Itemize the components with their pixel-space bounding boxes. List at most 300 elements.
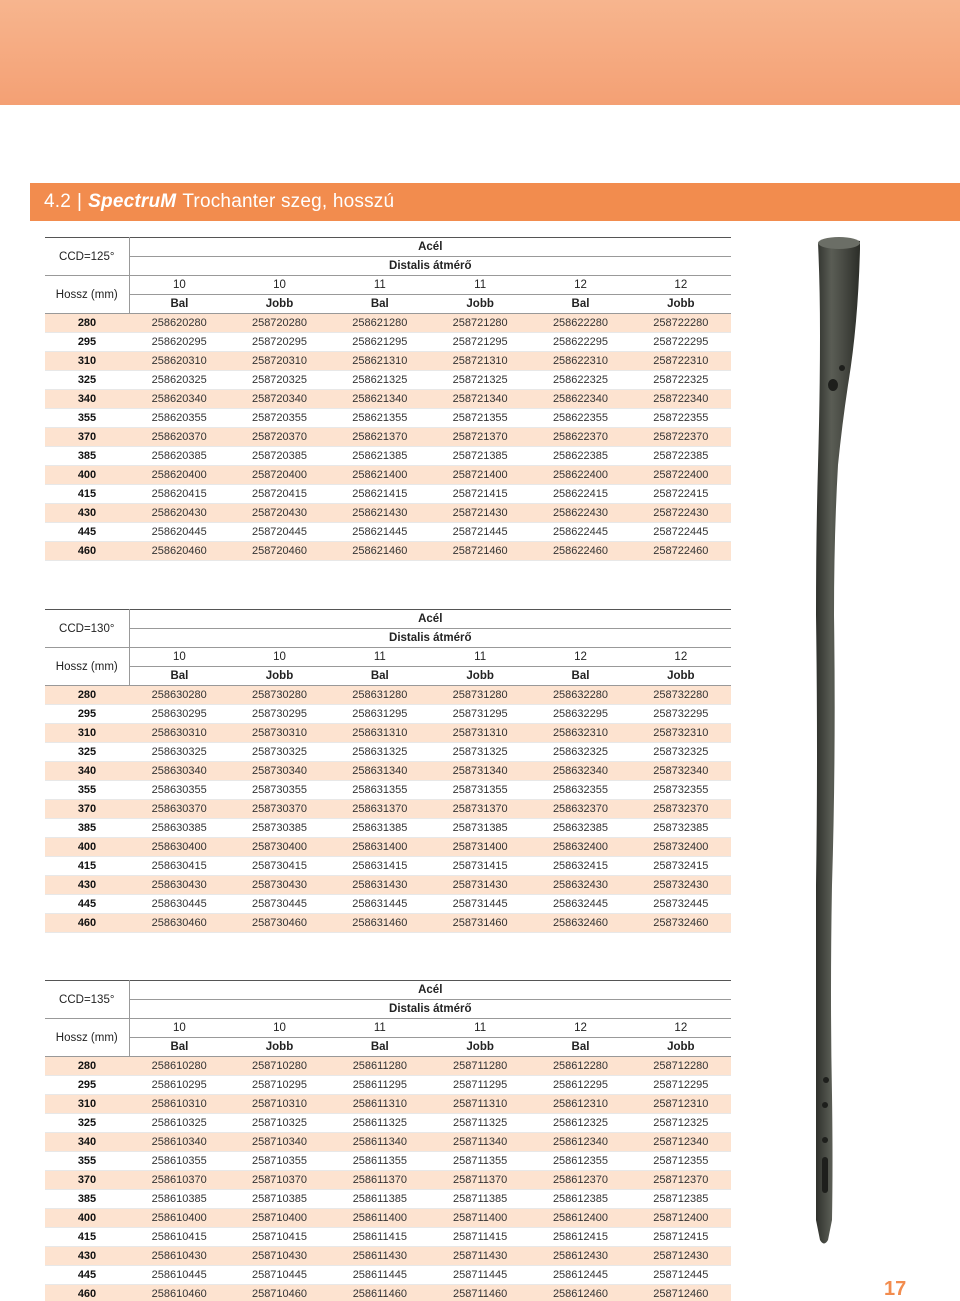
table-row: [45, 876, 731, 895]
table-row: [45, 485, 731, 504]
table-row: [45, 1285, 731, 1301]
product-code-cell: 258611355: [330, 1152, 430, 1171]
product-code-cell: 258712400: [631, 1209, 731, 1228]
product-code-cell: 258632295: [530, 705, 630, 724]
product-code-cell: 258710430: [229, 1247, 329, 1266]
product-code-cell: 258630340: [129, 762, 229, 781]
product-code-cell: 258622460: [530, 542, 630, 561]
diameter-header: 10: [129, 648, 229, 667]
ccd-angle-label: CCD=135°: [45, 981, 129, 1019]
length-cell: 355: [45, 1152, 129, 1171]
product-code-cell: 258632430: [530, 876, 630, 895]
length-cell: 400: [45, 838, 129, 857]
product-code-cell: 258722280: [631, 314, 731, 333]
product-code-table: [45, 609, 731, 933]
product-code-cell: 258720430: [229, 504, 329, 523]
product-code-cell: 258630445: [129, 895, 229, 914]
product-code-cell: 258610430: [129, 1247, 229, 1266]
table-row: [45, 857, 731, 876]
product-code-cell: 258631310: [330, 724, 430, 743]
table-row: [45, 838, 731, 857]
diameter-header: 11: [430, 1019, 530, 1038]
length-header: Hossz (mm): [45, 1019, 129, 1057]
diameter-header: 10: [129, 276, 229, 295]
product-code-cell: 258620295: [129, 333, 229, 352]
product-code-cell: 258731325: [430, 743, 530, 762]
length-cell: 385: [45, 1190, 129, 1209]
table-row: [45, 504, 731, 523]
table-row: [45, 705, 731, 724]
product-code-cell: 258621370: [330, 428, 430, 447]
product-code-cell: 258622445: [530, 523, 630, 542]
product-code-cell: 258732370: [631, 800, 731, 819]
product-code-cell: 258711340: [430, 1133, 530, 1152]
table-row: [45, 1171, 731, 1190]
product-code-cell: 258722445: [631, 523, 731, 542]
table-row: [45, 523, 731, 542]
product-code-cell: 258730400: [229, 838, 329, 857]
product-code-cell: 258611415: [330, 1228, 430, 1247]
product-code-cell: 258710310: [229, 1095, 329, 1114]
length-cell: 325: [45, 371, 129, 390]
product-code-cell: 258630415: [129, 857, 229, 876]
length-cell: 430: [45, 1247, 129, 1266]
product-code-cell: 258731280: [430, 686, 530, 705]
diameter-header: 11: [330, 1019, 430, 1038]
table-row: [45, 1114, 731, 1133]
trochanter-nail-image: [790, 235, 900, 1285]
table-row: [45, 762, 731, 781]
product-code-cell: 258712460: [631, 1285, 731, 1301]
product-code-cell: 258620430: [129, 504, 229, 523]
product-code-cell: 258731370: [430, 800, 530, 819]
product-code-cell: 258622430: [530, 504, 630, 523]
table-row: [45, 1152, 731, 1171]
product-code-cell: 258730340: [229, 762, 329, 781]
product-code-cell: 258620385: [129, 447, 229, 466]
product-code-cell: 258721355: [430, 409, 530, 428]
product-code-cell: 258631355: [330, 781, 430, 800]
table-row: [45, 314, 731, 333]
product-code-cell: 258732355: [631, 781, 731, 800]
length-cell: 400: [45, 1209, 129, 1228]
side-header: Jobb: [430, 667, 530, 686]
diameter-header: 10: [229, 276, 329, 295]
product-code-cell: 258621415: [330, 485, 430, 504]
ccd-angle-label: CCD=130°: [45, 610, 129, 648]
diameter-header: 11: [430, 648, 530, 667]
length-cell: 280: [45, 1057, 129, 1076]
product-code-cell: 258721280: [430, 314, 530, 333]
diameter-header: 10: [129, 1019, 229, 1038]
distal-diameter-header: Distalis átmérő: [129, 1000, 731, 1019]
product-code-cell: 258620280: [129, 314, 229, 333]
product-code-cell: 258631295: [330, 705, 430, 724]
diameter-header: 11: [430, 276, 530, 295]
product-code-cell: 258612325: [530, 1114, 630, 1133]
product-code-cell: 258722370: [631, 428, 731, 447]
length-cell: 385: [45, 447, 129, 466]
product-code-cell: 258632280: [530, 686, 630, 705]
diameter-header: 10: [229, 1019, 329, 1038]
table-row: [45, 371, 731, 390]
product-code-cell: 258712295: [631, 1076, 731, 1095]
product-code-cell: 258732280: [631, 686, 731, 705]
product-code-cell: 258612430: [530, 1247, 630, 1266]
product-code-cell: 258632400: [530, 838, 630, 857]
product-code-cell: 258621430: [330, 504, 430, 523]
product-code-cell: 258620445: [129, 523, 229, 542]
product-code-cell: 258720400: [229, 466, 329, 485]
proximal-screw-hole: [839, 365, 845, 371]
side-header: Bal: [330, 295, 430, 314]
product-code-cell: 258611325: [330, 1114, 430, 1133]
product-code-cell: 258612460: [530, 1285, 630, 1301]
product-code-cell: 258612385: [530, 1190, 630, 1209]
side-header: Jobb: [631, 295, 731, 314]
product-code-cell: 258631430: [330, 876, 430, 895]
diameter-header: 12: [530, 648, 630, 667]
length-cell: 370: [45, 428, 129, 447]
product-code-cell: 258621295: [330, 333, 430, 352]
table-row: [45, 895, 731, 914]
product-code-cell: 258710295: [229, 1076, 329, 1095]
product-code-cell: 258722325: [631, 371, 731, 390]
product-code-cell: 258711460: [430, 1285, 530, 1301]
table-row: [45, 1228, 731, 1247]
product-code-cell: 258632340: [530, 762, 630, 781]
product-code-cell: 258630460: [129, 914, 229, 933]
product-code-cell: 258712370: [631, 1171, 731, 1190]
product-code-cell: 258712310: [631, 1095, 731, 1114]
product-code-cell: 258721415: [430, 485, 530, 504]
product-code-cell: 258621340: [330, 390, 430, 409]
product-code-cell: 258712430: [631, 1247, 731, 1266]
product-code-cell: 258722295: [631, 333, 731, 352]
product-code-cell: 258721400: [430, 466, 530, 485]
product-code-cell: 258722355: [631, 409, 731, 428]
length-cell: 400: [45, 466, 129, 485]
length-cell: 310: [45, 724, 129, 743]
table-row: [45, 542, 731, 561]
table-row: [45, 352, 731, 371]
product-code-cell: 258712445: [631, 1266, 731, 1285]
length-cell: 340: [45, 390, 129, 409]
product-code-cell: 258722430: [631, 504, 731, 523]
product-code-cell: 258730310: [229, 724, 329, 743]
product-code-cell: 258612415: [530, 1228, 630, 1247]
product-code-cell: 258620415: [129, 485, 229, 504]
distal-slot: [822, 1157, 828, 1193]
length-cell: 415: [45, 857, 129, 876]
product-code-cell: 258731385: [430, 819, 530, 838]
product-code-cell: 258611430: [330, 1247, 430, 1266]
product-code-cell: 258731430: [430, 876, 530, 895]
product-code-cell: 258622295: [530, 333, 630, 352]
length-cell: 460: [45, 542, 129, 561]
product-code-cell: 258730295: [229, 705, 329, 724]
product-code-cell: 258632310: [530, 724, 630, 743]
product-code-cell: 258731400: [430, 838, 530, 857]
side-header: Jobb: [430, 295, 530, 314]
material-header: Acél: [129, 238, 731, 257]
product-code-cell: 258721445: [430, 523, 530, 542]
product-code-cell: 258720280: [229, 314, 329, 333]
product-code-cell: 258631445: [330, 895, 430, 914]
side-header: Bal: [530, 1038, 630, 1057]
length-cell: 460: [45, 914, 129, 933]
product-code-cell: 258632355: [530, 781, 630, 800]
side-header: Jobb: [229, 667, 329, 686]
distal-hole-1: [823, 1077, 829, 1083]
product-code-cell: 258610355: [129, 1152, 229, 1171]
product-code-cell: 258631460: [330, 914, 430, 933]
product-code-cell: 258731460: [430, 914, 530, 933]
product-code-cell: 258732400: [631, 838, 731, 857]
table-row: [45, 914, 731, 933]
product-code-cell: 258630280: [129, 686, 229, 705]
table-ccd-125-wrapper: [45, 237, 731, 561]
product-code-cell: 258610460: [129, 1285, 229, 1301]
length-cell: 430: [45, 504, 129, 523]
side-header: Bal: [129, 1038, 229, 1057]
diameter-header: 12: [631, 648, 731, 667]
product-code-cell: 258622370: [530, 428, 630, 447]
product-code-cell: 258732430: [631, 876, 731, 895]
length-header: Hossz (mm): [45, 276, 129, 314]
product-code-table: [45, 980, 731, 1301]
product-code-cell: 258632370: [530, 800, 630, 819]
product-code-cell: 258622400: [530, 466, 630, 485]
product-code-cell: 258711370: [430, 1171, 530, 1190]
product-code-cell: 258732310: [631, 724, 731, 743]
product-code-cell: 258621325: [330, 371, 430, 390]
distal-hole-2: [822, 1102, 828, 1108]
product-code-cell: 258610415: [129, 1228, 229, 1247]
product-code-cell: 258710445: [229, 1266, 329, 1285]
length-cell: 460: [45, 1285, 129, 1301]
length-cell: 445: [45, 1266, 129, 1285]
top-color-band: [0, 0, 960, 105]
side-header: Jobb: [229, 295, 329, 314]
section-brand: SpectruM: [88, 191, 177, 212]
product-code-cell: 258622340: [530, 390, 630, 409]
product-code-cell: 258732415: [631, 857, 731, 876]
side-header: Jobb: [631, 1038, 731, 1057]
product-code-cell: 258720355: [229, 409, 329, 428]
side-header: Bal: [530, 667, 630, 686]
product-code-cell: 258612280: [530, 1057, 630, 1076]
side-header: Bal: [330, 1038, 430, 1057]
proximal-hole: [828, 379, 838, 391]
product-code-cell: 258621400: [330, 466, 430, 485]
product-code-cell: 258710325: [229, 1114, 329, 1133]
page-number: 17: [884, 1278, 907, 1300]
product-code-cell: 258722385: [631, 447, 731, 466]
product-code-cell: 258622355: [530, 409, 630, 428]
section-header: [30, 183, 960, 221]
product-code-cell: 258620370: [129, 428, 229, 447]
length-cell: 355: [45, 409, 129, 428]
product-code-cell: 258731415: [430, 857, 530, 876]
product-code-cell: 258710415: [229, 1228, 329, 1247]
product-code-cell: 258730460: [229, 914, 329, 933]
diameter-header: 10: [229, 648, 329, 667]
product-code-cell: 258730325: [229, 743, 329, 762]
product-code-cell: 258630370: [129, 800, 229, 819]
length-cell: 445: [45, 523, 129, 542]
product-code-cell: 258712325: [631, 1114, 731, 1133]
product-code-cell: 258621310: [330, 352, 430, 371]
product-code-cell: 258610325: [129, 1114, 229, 1133]
length-cell: 310: [45, 352, 129, 371]
product-code-cell: 258720445: [229, 523, 329, 542]
product-code-cell: 258610295: [129, 1076, 229, 1095]
product-code-cell: 258620340: [129, 390, 229, 409]
distal-hole-3: [822, 1137, 828, 1143]
product-code-cell: 258720295: [229, 333, 329, 352]
product-code-cell: 258621355: [330, 409, 430, 428]
table-row: [45, 1247, 731, 1266]
product-code-cell: 258722460: [631, 542, 731, 561]
product-code-cell: 258631385: [330, 819, 430, 838]
material-header: Acél: [129, 610, 731, 629]
length-cell: 295: [45, 705, 129, 724]
product-code-cell: 258630295: [129, 705, 229, 724]
distal-diameter-header: Distalis átmérő: [129, 257, 731, 276]
table-row: [45, 447, 731, 466]
product-code-cell: 258631400: [330, 838, 430, 857]
table-row: [45, 819, 731, 838]
product-code-cell: 258620310: [129, 352, 229, 371]
product-code-cell: 258730385: [229, 819, 329, 838]
product-code-cell: 258610280: [129, 1057, 229, 1076]
length-cell: 325: [45, 1114, 129, 1133]
product-code-cell: 258620400: [129, 466, 229, 485]
product-code-cell: 258710280: [229, 1057, 329, 1076]
product-code-cell: 258621280: [330, 314, 430, 333]
product-code-cell: 258611370: [330, 1171, 430, 1190]
product-code-cell: 258612295: [530, 1076, 630, 1095]
product-code-cell: 258620325: [129, 371, 229, 390]
product-code-cell: 258732445: [631, 895, 731, 914]
product-code-cell: 258620355: [129, 409, 229, 428]
product-code-cell: 258722310: [631, 352, 731, 371]
product-code-cell: 258732460: [631, 914, 731, 933]
product-code-cell: 258720370: [229, 428, 329, 447]
table-ccd-130-wrapper: [45, 609, 731, 933]
product-code-cell: 258721430: [430, 504, 530, 523]
product-code-cell: 258622280: [530, 314, 630, 333]
product-code-cell: 258630400: [129, 838, 229, 857]
product-code-cell: 258632460: [530, 914, 630, 933]
product-code-cell: 258610310: [129, 1095, 229, 1114]
product-code-cell: 258630385: [129, 819, 229, 838]
side-header: Bal: [129, 667, 229, 686]
product-code-cell: 258722415: [631, 485, 731, 504]
table-row: [45, 1190, 731, 1209]
product-code-cell: 258710385: [229, 1190, 329, 1209]
length-cell: 355: [45, 781, 129, 800]
diameter-header: 12: [530, 1019, 630, 1038]
table-row: [45, 333, 731, 352]
product-code-cell: 258611445: [330, 1266, 430, 1285]
diameter-header: 11: [330, 276, 430, 295]
product-code-cell: 258612445: [530, 1266, 630, 1285]
product-code-cell: 258632325: [530, 743, 630, 762]
product-code-cell: 258730430: [229, 876, 329, 895]
product-code-cell: 258612340: [530, 1133, 630, 1152]
product-code-cell: 258721340: [430, 390, 530, 409]
product-code-cell: 258711400: [430, 1209, 530, 1228]
product-code-cell: 258632385: [530, 819, 630, 838]
product-code-cell: 258622310: [530, 352, 630, 371]
table-row: [45, 1057, 731, 1076]
product-code-cell: 258632445: [530, 895, 630, 914]
product-code-cell: 258730370: [229, 800, 329, 819]
side-header: Jobb: [430, 1038, 530, 1057]
length-cell: 295: [45, 1076, 129, 1095]
length-cell: 370: [45, 1171, 129, 1190]
product-code-cell: 258720325: [229, 371, 329, 390]
product-code-cell: 258632415: [530, 857, 630, 876]
product-code-cell: 258611400: [330, 1209, 430, 1228]
product-code-cell: 258610385: [129, 1190, 229, 1209]
product-code-cell: 258730355: [229, 781, 329, 800]
product-code-cell: 258631340: [330, 762, 430, 781]
table-row: [45, 1076, 731, 1095]
product-code-cell: 258630325: [129, 743, 229, 762]
section-separator: |: [77, 191, 83, 212]
length-cell: 370: [45, 800, 129, 819]
product-code-cell: 258720340: [229, 390, 329, 409]
product-code-cell: 258611280: [330, 1057, 430, 1076]
length-cell: 295: [45, 333, 129, 352]
product-code-cell: 258611460: [330, 1285, 430, 1301]
product-code-cell: 258710400: [229, 1209, 329, 1228]
side-header: Bal: [330, 667, 430, 686]
product-code-cell: 258720385: [229, 447, 329, 466]
side-header: Bal: [129, 295, 229, 314]
table-row: [45, 743, 731, 762]
length-cell: 415: [45, 485, 129, 504]
product-code-cell: 258711385: [430, 1190, 530, 1209]
table-row: [45, 1266, 731, 1285]
product-code-cell: 258621445: [330, 523, 430, 542]
product-code-cell: 258731310: [430, 724, 530, 743]
product-code-cell: 258631325: [330, 743, 430, 762]
table-row: [45, 686, 731, 705]
table-row: [45, 1095, 731, 1114]
product-code-cell: 258730445: [229, 895, 329, 914]
product-code-cell: 258631415: [330, 857, 430, 876]
product-code-cell: 258611295: [330, 1076, 430, 1095]
table-row: [45, 800, 731, 819]
side-header: Jobb: [229, 1038, 329, 1057]
product-code-cell: 258711280: [430, 1057, 530, 1076]
product-code-cell: 258612370: [530, 1171, 630, 1190]
product-code-cell: 258720415: [229, 485, 329, 504]
table-row: [45, 409, 731, 428]
nail-top-cap: [818, 237, 860, 249]
length-cell: 430: [45, 876, 129, 895]
product-code-cell: 258620460: [129, 542, 229, 561]
table-row: [45, 1209, 731, 1228]
product-code-cell: 258720310: [229, 352, 329, 371]
product-code-cell: 258710370: [229, 1171, 329, 1190]
distal-diameter-header: Distalis átmérő: [129, 629, 731, 648]
product-code-cell: 258712280: [631, 1057, 731, 1076]
